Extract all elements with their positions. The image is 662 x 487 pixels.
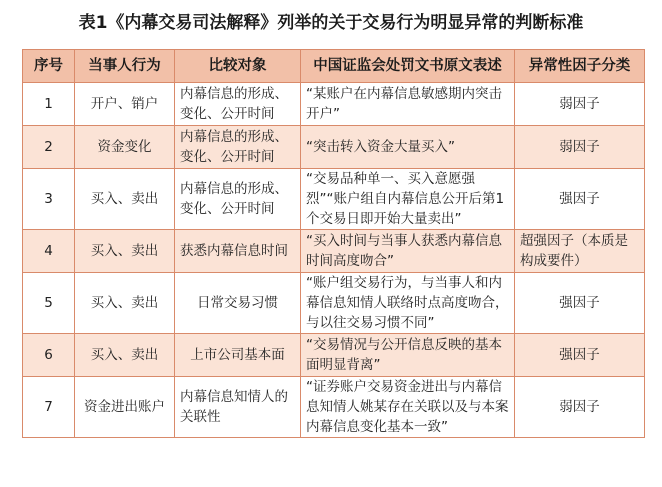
cell-quote: “突击转入资金大量买入” — [301, 126, 515, 169]
cell-category: 弱因子 — [515, 83, 645, 126]
header-compare: 比较对象 — [175, 50, 301, 83]
table-header-row — [23, 50, 645, 83]
cell-behavior: 开户、销户 — [75, 83, 175, 126]
cell-quote: “买入时间与当事人获悉内幕信息时间高度吻合” — [301, 230, 515, 273]
cell-category: 强因子 — [515, 334, 645, 377]
cell-no: 7 — [23, 377, 75, 438]
cell-behavior: 资金变化 — [75, 126, 175, 169]
criteria-table — [22, 49, 645, 438]
cell-no: 6 — [23, 334, 75, 377]
cell-compare: 上市公司基本面 — [175, 334, 301, 377]
table-row — [23, 230, 645, 273]
cell-compare: 获悉内幕信息时间 — [175, 230, 301, 273]
cell-behavior: 买入、卖出 — [75, 230, 175, 273]
table-row — [23, 169, 645, 230]
cell-compare: 内幕信息的形成、变化、公开时间 — [175, 83, 301, 126]
cell-no: 5 — [23, 273, 75, 334]
cell-category: 强因子 — [515, 273, 645, 334]
cell-no: 2 — [23, 126, 75, 169]
table-row — [23, 334, 645, 377]
cell-category: 强因子 — [515, 169, 645, 230]
cell-behavior: 买入、卖出 — [75, 334, 175, 377]
cell-no: 1 — [23, 83, 75, 126]
cell-no: 4 — [23, 230, 75, 273]
table-row — [23, 273, 645, 334]
table-title: 表1《内幕交易司法解释》列举的关于交易行为明显异常的判断标准 — [78, 13, 584, 33]
cell-behavior: 资金进出账户 — [75, 377, 175, 438]
cell-compare: 内幕信息的形成、变化、公开时间 — [175, 126, 301, 169]
table-row — [23, 377, 645, 438]
cell-behavior: 买入、卖出 — [75, 273, 175, 334]
cell-compare: 日常交易习惯 — [175, 273, 301, 334]
cell-quote: “证券账户交易资金进出与内幕信息知情人姚某存在关联以及与本案内幕信息变化基本一致” — [301, 377, 515, 438]
cell-no: 3 — [23, 169, 75, 230]
header-category: 异常性因子分类 — [515, 50, 645, 83]
table-row — [23, 126, 645, 169]
cell-behavior: 买入、卖出 — [75, 169, 175, 230]
cell-quote: “交易品种单一、买入意愿强烈”“账户组自内幕信息公开后第1个交易日即开始大量卖出” — [301, 169, 515, 230]
header-quote: 中国证监会处罚文书原文表述 — [301, 50, 515, 83]
cell-quote: “账户组交易行为，与当事人和内幕信息知情人联络时点高度吻合，与以往交易习惯不同” — [301, 273, 515, 334]
cell-compare: 内幕信息知情人的关联性 — [175, 377, 301, 438]
cell-category: 弱因子 — [515, 377, 645, 438]
cell-compare: 内幕信息的形成、变化、公开时间 — [175, 169, 301, 230]
table-row — [23, 83, 645, 126]
cell-quote: “交易情况与公开信息反映的基本面明显背离” — [301, 334, 515, 377]
cell-quote: “某账户在内幕信息敏感期内突击开户” — [301, 83, 515, 126]
cell-category: 弱因子 — [515, 126, 645, 169]
header-behavior: 当事人行为 — [75, 50, 175, 83]
cell-category: 超强因子（本质是构成要件） — [515, 230, 645, 273]
header-no: 序号 — [23, 50, 75, 83]
